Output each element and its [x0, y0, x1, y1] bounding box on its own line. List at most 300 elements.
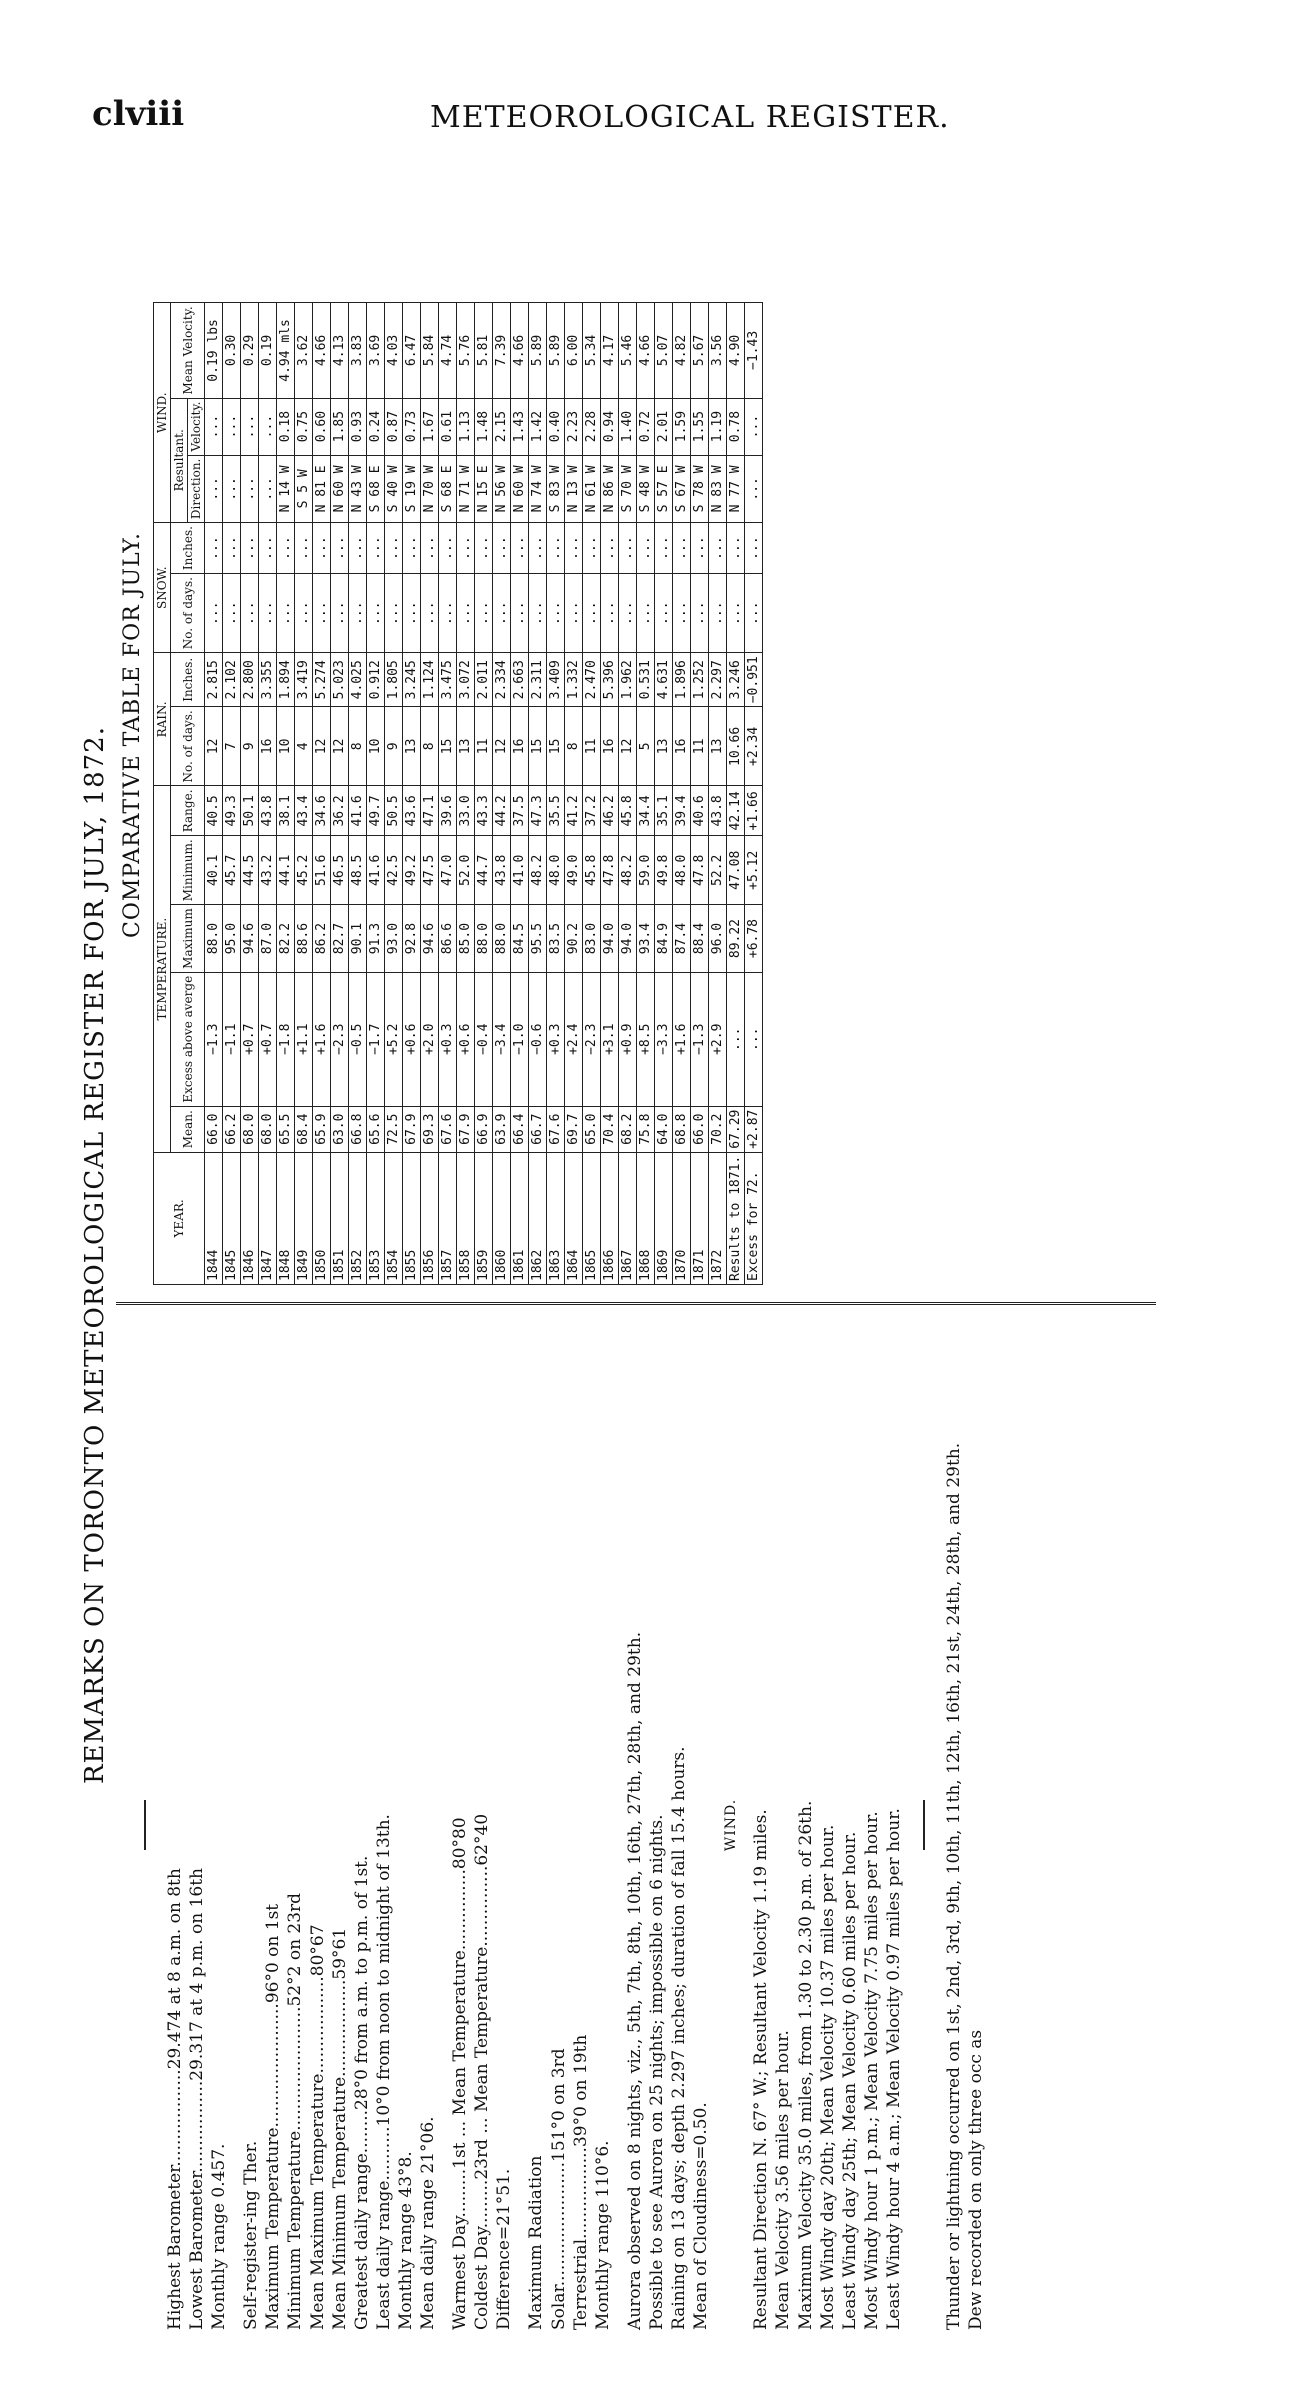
radiation-solar: Solar.......................151°0 on 3rd: [548, 2048, 569, 2330]
table-cell: 1863: [547, 1152, 565, 1284]
table-cell: 1.332: [565, 653, 583, 707]
table-row: [385, 303, 403, 1285]
table-row: [403, 303, 421, 1285]
table-cell: +6.78: [745, 905, 763, 973]
table-cell: 2.663: [511, 653, 529, 707]
table-cell: 44.2: [493, 786, 511, 836]
table-cell: 1.59: [673, 398, 691, 455]
divider: [144, 1800, 146, 1850]
table-cell: 4.90: [727, 303, 745, 398]
table-cell: 34.4: [637, 786, 655, 836]
table-cell: 67.6: [547, 1106, 565, 1152]
table-cell: 90.2: [565, 905, 583, 973]
table-row: [259, 303, 277, 1285]
table-cell: ...: [277, 523, 295, 574]
table-cell: 1.40: [619, 398, 637, 455]
table-title: COMPARATIVE TABLE FOR JULY.: [120, 532, 145, 938]
table-cell: 44.7: [475, 836, 493, 905]
table-cell: ...: [295, 574, 313, 653]
table-cell: ...: [673, 574, 691, 653]
table-cell: 0.93: [349, 398, 367, 455]
table-cell: 12: [331, 707, 349, 786]
table-cell: ...: [349, 523, 367, 574]
table-cell: S 83 W: [547, 455, 565, 522]
table-cell: 1.67: [421, 398, 439, 455]
table-cell: +1.66: [745, 786, 763, 836]
table-cell: 16: [673, 707, 691, 786]
table-cell: ...: [583, 574, 601, 653]
table-row: [439, 303, 457, 1285]
table-cell: ...: [259, 574, 277, 653]
table-cell: 43.2: [259, 836, 277, 905]
thermometer-note: Mean daily range 21°06.: [418, 2116, 439, 2330]
table-cell: ...: [655, 574, 673, 653]
table-cell: 68.8: [673, 1106, 691, 1152]
table-cell: 70.4: [601, 1106, 619, 1152]
table-cell: 15: [439, 707, 457, 786]
table-cell: N 71 W: [457, 455, 475, 522]
col-header: No. of days.: [171, 574, 205, 653]
table-cell: 0.19 lbs: [205, 303, 223, 398]
table-cell: 8: [349, 707, 367, 786]
table-cell: 12: [313, 707, 331, 786]
table-cell: ...: [709, 523, 727, 574]
table-cell: 3.56: [709, 303, 727, 398]
table-cell: 47.8: [691, 836, 709, 905]
thermometer-line: Least daily range..........10°0 from noon to midnight of 13th.: [373, 1814, 394, 2330]
table-cell: 63.9: [493, 1106, 511, 1152]
table-row: [349, 303, 367, 1285]
table-cell: 39.6: [439, 786, 457, 836]
table-cell: 4.66: [313, 303, 331, 398]
table-cell: 1870: [673, 1152, 691, 1284]
table-cell: 65.0: [583, 1106, 601, 1152]
table-cell: 41.6: [349, 786, 367, 836]
table-cell: ...: [691, 523, 709, 574]
table-cell: 91.3: [367, 905, 385, 973]
table-cell: 1864: [565, 1152, 583, 1284]
col-header: No. of days.: [171, 707, 205, 786]
table-cell: 2.23: [565, 398, 583, 455]
table-cell: 66.4: [511, 1106, 529, 1152]
table-cell: +2.0: [421, 972, 439, 1106]
table-cell: +5.2: [385, 972, 403, 1106]
table-cell: 1865: [583, 1152, 601, 1284]
table-cell: S 68 E: [439, 455, 457, 522]
table-cell: +3.1: [601, 972, 619, 1106]
col-header: Velocity.: [188, 398, 205, 455]
table-cell: 83.0: [583, 905, 601, 973]
table-cell: 2.297: [709, 653, 727, 707]
table-row: [565, 303, 583, 1285]
thermometer-line: Minimum Temperature.......................52°2 on 23rd: [285, 1892, 306, 2330]
table-cell: 0.60: [313, 398, 331, 455]
table-cell: 7: [223, 707, 241, 786]
table-cell: +0.3: [439, 972, 457, 1106]
table-cell: ...: [493, 523, 511, 574]
table-cell: 59.0: [637, 836, 655, 905]
table-cell: Results to 1871.: [727, 1152, 745, 1284]
table-cell: 5.396: [601, 653, 619, 707]
table-cell: ...: [205, 574, 223, 653]
table-cell: 94.6: [421, 905, 439, 973]
table-cell: 43.4: [295, 786, 313, 836]
table-cell: ...: [529, 523, 547, 574]
table-cell: −1.1: [223, 972, 241, 1106]
table-cell: +1.6: [313, 972, 331, 1106]
misc-line: Possible to see Aurora on 25 nights; impossible on 6 nights.: [646, 1814, 667, 2330]
table-row: [313, 303, 331, 1285]
table-cell: 1859: [475, 1152, 493, 1284]
coldest-day: Coldest Day.........23rd ... Mean Temperature...............62°40: [472, 1813, 493, 2330]
table-cell: ...: [745, 398, 763, 455]
table-cell: 47.0: [439, 836, 457, 905]
thermometer-note: Monthly range 43°8.: [395, 2151, 416, 2330]
col-header: Inches.: [171, 653, 205, 707]
table-cell: 1849: [295, 1152, 313, 1284]
table-cell: +1.6: [673, 972, 691, 1106]
table-cell: 1856: [421, 1152, 439, 1284]
table-cell: 66.9: [475, 1106, 493, 1152]
table-cell: −3.3: [655, 972, 673, 1106]
table-cell: ...: [727, 523, 745, 574]
table-cell: 1851: [331, 1152, 349, 1284]
table-cell: 1.252: [691, 653, 709, 707]
table-cell: 37.5: [511, 786, 529, 836]
table-cell: 5.34: [583, 303, 601, 398]
table-cell: 40.6: [691, 786, 709, 836]
wind-heading: WIND.: [723, 1798, 740, 1852]
table-row: [205, 303, 223, 1285]
wind-line: Resultant Direction N. 67° W.; Resultant Velocity 1.19 miles.: [751, 1809, 772, 2330]
table-cell: 9: [385, 707, 403, 786]
table-cell: 1867: [619, 1152, 637, 1284]
thermometer-line: Mean Minimum Temperature..................59°61: [329, 1927, 350, 2330]
table-cell: N 15 E: [475, 455, 493, 522]
table-cell: 90.1: [349, 905, 367, 973]
thermometer-line: Mean Maximum Temperature..................80°67: [307, 1924, 328, 2330]
table-cell: 1847: [259, 1152, 277, 1284]
table-cell: 2.102: [223, 653, 241, 707]
table-cell: N 70 W: [421, 455, 439, 522]
table-cell: 36.2: [331, 786, 349, 836]
table-cell: ...: [475, 574, 493, 653]
table-row: [493, 303, 511, 1285]
table-cell: 33.0: [457, 786, 475, 836]
table-cell: 6.47: [403, 303, 421, 398]
col-header: Excess above averge: [171, 972, 205, 1106]
misc-line: Raining on 13 days; depth 2.297 inches; duration of fall 15.4 hours.: [668, 1746, 689, 2330]
table-row: [241, 303, 259, 1285]
table-cell: 89.22: [727, 905, 745, 973]
table-cell: ...: [727, 972, 745, 1106]
table-row: [583, 303, 601, 1285]
table-cell: ...: [331, 523, 349, 574]
table-cell: 1871: [691, 1152, 709, 1284]
table-row: [673, 303, 691, 1285]
table-cell: 3.246: [727, 653, 745, 707]
table-cell: +2.34: [745, 707, 763, 786]
table-cell: 0.61: [439, 398, 457, 455]
table-cell: 66.8: [349, 1106, 367, 1152]
radiation-terrestrial: Terrestrial.................39°0 on 19th: [570, 2034, 591, 2330]
table-cell: 35.1: [655, 786, 673, 836]
table-cell: 70.2: [709, 1106, 727, 1152]
table-cell: ...: [223, 523, 241, 574]
table-cell: Excess for 72.: [745, 1152, 763, 1284]
table-cell: 12: [619, 707, 637, 786]
col-header: Inches.: [171, 523, 205, 574]
table-cell: 5.81: [475, 303, 493, 398]
table-cell: 1.894: [277, 653, 295, 707]
table-cell: 38.1: [277, 786, 295, 836]
table-cell: 1.805: [385, 653, 403, 707]
table-row: [277, 303, 295, 1285]
table-cell: 45.8: [619, 786, 637, 836]
table-cell: ...: [457, 574, 475, 653]
table-cell: 16: [259, 707, 277, 786]
table-cell: 51.6: [313, 836, 331, 905]
table-cell: 11: [691, 707, 709, 786]
table-cell: 5.89: [547, 303, 565, 398]
table-cell: 68.0: [259, 1106, 277, 1152]
table-cell: ...: [241, 398, 259, 455]
table-cell: ...: [223, 455, 241, 522]
table-cell: 0.72: [637, 398, 655, 455]
table-cell: −1.7: [367, 972, 385, 1106]
table-cell: +0.6: [457, 972, 475, 1106]
table-cell: 49.3: [223, 786, 241, 836]
table-cell: 3.419: [295, 653, 313, 707]
table-cell: 10.66: [727, 707, 745, 786]
table-cell: 42.14: [727, 786, 745, 836]
table-cell: 43.8: [709, 786, 727, 836]
table-row: [619, 303, 637, 1285]
table-row: [691, 303, 709, 1285]
table-cell: 3.83: [349, 303, 367, 398]
summary-row: [727, 303, 745, 1285]
table-cell: ...: [691, 574, 709, 653]
table-cell: 66.0: [205, 1106, 223, 1152]
table-cell: 72.5: [385, 1106, 403, 1152]
table-cell: 1857: [439, 1152, 457, 1284]
table-cell: ...: [205, 523, 223, 574]
table-cell: 52.2: [709, 836, 727, 905]
table-cell: ...: [403, 523, 421, 574]
table-cell: 4.025: [349, 653, 367, 707]
remarks-column: [126, 1320, 997, 2330]
table-cell: 5.07: [655, 303, 673, 398]
table-cell: 68.0: [241, 1106, 259, 1152]
table-cell: 2.311: [529, 653, 547, 707]
group-header: RAIN.: [154, 653, 171, 786]
table-row: [367, 303, 385, 1285]
table-cell: 5.89: [529, 303, 547, 398]
table-cell: −1.3: [205, 972, 223, 1106]
table-cell: 1872: [709, 1152, 727, 1284]
page-number: clviii: [92, 94, 185, 134]
table-cell: 1862: [529, 1152, 547, 1284]
table-cell: ...: [205, 455, 223, 522]
table-cell: 67.9: [457, 1106, 475, 1152]
table-cell: ...: [277, 574, 295, 653]
table-cell: 43.8: [493, 836, 511, 905]
table-cell: 0.912: [367, 653, 385, 707]
table-cell: 4.03: [385, 303, 403, 398]
table-cell: 1853: [367, 1152, 385, 1284]
table-cell: 87.0: [259, 905, 277, 973]
col-header: Mean.: [171, 1106, 205, 1152]
table-cell: S 5 W: [295, 455, 313, 522]
wind-line: Most Windy day 20th; Mean Velocity 10.37 miles per hour.: [817, 1824, 838, 2330]
table-cell: 1868: [637, 1152, 655, 1284]
misc-line: Aurora observed on 8 nights, viz., 5th, 7th, 8th, 10th, 16th, 27th, 28th, and 29th.: [624, 1631, 645, 2330]
table-cell: 95.0: [223, 905, 241, 973]
table-cell: 0.94: [601, 398, 619, 455]
table-cell: 83.5: [547, 905, 565, 973]
table-cell: 69.7: [565, 1106, 583, 1152]
table-cell: 2.15: [493, 398, 511, 455]
table-cell: S 67 W: [673, 455, 691, 522]
table-group-header-row: [154, 303, 171, 1285]
table-cell: ...: [673, 523, 691, 574]
table-cell: 3.409: [547, 653, 565, 707]
table-cell: S 70 W: [619, 455, 637, 522]
table-cell: 66.7: [529, 1106, 547, 1152]
table-cell: ...: [655, 523, 673, 574]
table-cell: 8: [421, 707, 439, 786]
table-cell: ...: [205, 398, 223, 455]
table-cell: 34.6: [313, 786, 331, 836]
table-cell: 1.42: [529, 398, 547, 455]
col-header: Range.: [171, 786, 205, 836]
table-cell: ...: [241, 523, 259, 574]
table-cell: ...: [241, 455, 259, 522]
table-cell: 69.3: [421, 1106, 439, 1152]
table-cell: ...: [745, 455, 763, 522]
table-cell: 65.9: [313, 1106, 331, 1152]
table-cell: 68.4: [295, 1106, 313, 1152]
table-cell: 4.82: [673, 303, 691, 398]
table-cell: 1.896: [673, 653, 691, 707]
table-cell: 48.0: [547, 836, 565, 905]
table-cell: 3.475: [439, 653, 457, 707]
table-cell: 48.2: [619, 836, 637, 905]
table-cell: −1.3: [691, 972, 709, 1106]
table-cell: 1.962: [619, 653, 637, 707]
table-cell: ...: [223, 574, 241, 653]
table-cell: N 77 W: [727, 455, 745, 522]
table-cell: 5.274: [313, 653, 331, 707]
table-cell: ...: [349, 574, 367, 653]
table-cell: 1850: [313, 1152, 331, 1284]
table-cell: ...: [385, 574, 403, 653]
table-cell: 50.1: [241, 786, 259, 836]
wind-line: Least Windy day 25th; Mean Velocity 0.60 miles per hour.: [839, 1831, 860, 2330]
table-cell: 67.29: [727, 1106, 745, 1152]
table-cell: 0.19: [259, 303, 277, 398]
radiation-block: [525, 1320, 613, 2330]
table-cell: 1.124: [421, 653, 439, 707]
table-cell: −0.5: [349, 972, 367, 1106]
table-cell: 2.28: [583, 398, 601, 455]
table-cell: +2.87: [745, 1106, 763, 1152]
table-cell: 1844: [205, 1152, 223, 1284]
table-cell: 93.4: [637, 905, 655, 973]
table-cell: 49.2: [403, 836, 421, 905]
col-header: YEAR.: [154, 1152, 205, 1284]
table-cell: 86.2: [313, 905, 331, 973]
table-cell: 1.48: [475, 398, 493, 455]
table-cell: N 81 E: [313, 455, 331, 522]
table-cell: 3.62: [295, 303, 313, 398]
table-cell: ...: [457, 523, 475, 574]
table-cell: ...: [385, 523, 403, 574]
table-cell: S 48 W: [637, 455, 655, 522]
table-cell: 12: [205, 707, 223, 786]
table-cell: 5.84: [421, 303, 439, 398]
table-cell: 13: [655, 707, 673, 786]
comparative-table-area: [120, 185, 763, 1285]
table-cell: 11: [475, 707, 493, 786]
table-cell: 3.072: [457, 653, 475, 707]
table-cell: 0.531: [637, 653, 655, 707]
table-cell: 47.1: [421, 786, 439, 836]
wind-line: Least Windy hour 4 a.m.; Mean Velocity 0.97 miles per hour.: [883, 1808, 904, 2330]
table-cell: 2.800: [241, 653, 259, 707]
thunder-line: Thunder or lightning occurred on 1st, 2nd, 3rd, 9th, 10th, 11th, 12th, 16th, 21st, 24th, 28th, and 29th.: [944, 1442, 964, 2330]
table-cell: 4.66: [637, 303, 655, 398]
table-cell: 43.6: [403, 786, 421, 836]
table-row: [295, 303, 313, 1285]
table-cell: ...: [367, 574, 385, 653]
table-cell: ...: [637, 574, 655, 653]
table-subgroup-row: [171, 303, 188, 1285]
table-cell: 2.01: [655, 398, 673, 455]
table-cell: 94.0: [619, 905, 637, 973]
table-cell: 45.7: [223, 836, 241, 905]
table-cell: 2.334: [493, 653, 511, 707]
table-row: [511, 303, 529, 1285]
table-cell: 1848: [277, 1152, 295, 1284]
table-cell: ...: [601, 523, 619, 574]
table-cell: 85.0: [457, 905, 475, 973]
table-cell: ...: [637, 523, 655, 574]
thermometer-block: [240, 1320, 439, 2330]
table-cell: −2.3: [583, 972, 601, 1106]
table-cell: 8: [565, 707, 583, 786]
table-cell: ...: [367, 523, 385, 574]
thermometer-line: Maximum Temperature.......................96°0 on 1st: [263, 1903, 284, 2330]
group-header: WIND.: [154, 303, 171, 523]
table-cell: +0.9: [619, 972, 637, 1106]
table-cell: +2.4: [565, 972, 583, 1106]
table-cell: 0.75: [295, 398, 313, 455]
table-cell: −0.4: [475, 972, 493, 1106]
table-row: [655, 303, 673, 1285]
table-cell: ...: [295, 523, 313, 574]
table-cell: +1.1: [295, 972, 313, 1106]
warm-cold-block: [449, 1320, 515, 2330]
table-cell: 50.5: [385, 786, 403, 836]
column-separator: [116, 1302, 1156, 1305]
table-cell: ...: [565, 523, 583, 574]
table-cell: 49.7: [367, 786, 385, 836]
divider: [923, 1800, 925, 1850]
table-cell: 66.0: [691, 1106, 709, 1152]
table-cell: −1.8: [277, 972, 295, 1106]
table-cell: 0.18: [277, 398, 295, 455]
